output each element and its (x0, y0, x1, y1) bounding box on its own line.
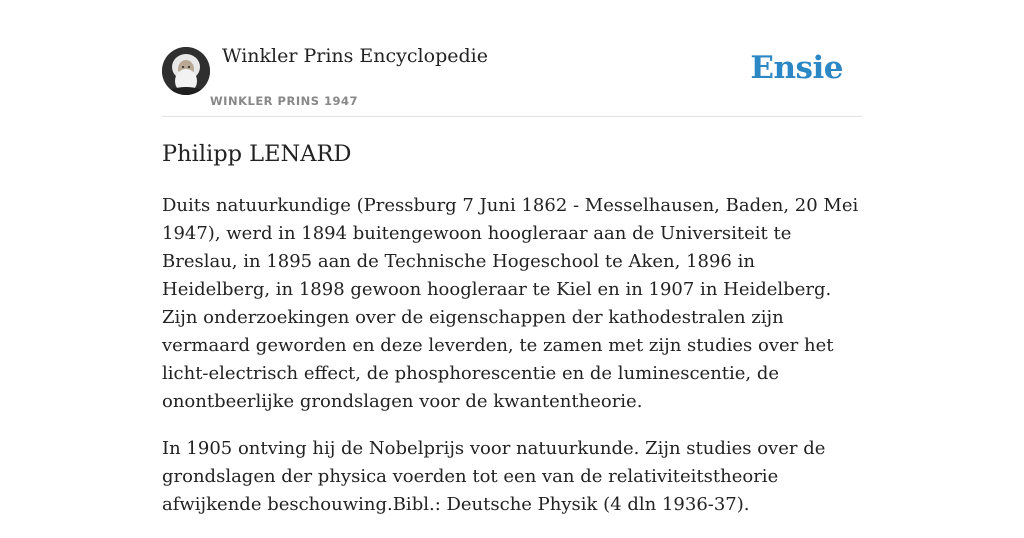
source-header (162, 0, 862, 117)
page-container (162, 0, 862, 515)
article-paragraph: Duits natuurkundige (Pressburg 7 Juni 1862 - Messelhausen, Baden, 20 Mei 1947), werd in 1894 buitengewoon hoogleraar aan de Universiteit te Breslau, in 1895 aan de Technische Hogeschool te Aken, 1896 in Heidelberg, in 1898 gewoon hoogleraar te Kiel en in 1907 in Heidelberg. Zijn onderzoekingen over de eigenschappen der kathodestralen zijn vermaard geworden en deze leverden, te zamen met zijn studies over het licht-electrisch effect, de phosphorescentie en de luminescentie, de onontbeerlijke grondslagen voor de kwantentheorie. (162, 195, 859, 412)
article-title: Philipp LENARD (162, 141, 352, 167)
source-subtitle[interactable]: WINKLER PRINS 1947 (210, 94, 359, 108)
source-title[interactable]: Winkler Prins Encyclopedie (222, 45, 488, 67)
article-body (162, 192, 862, 538)
ensie-logo-link[interactable]: Ensie (750, 50, 843, 86)
article-paragraph: In 1905 ontving hij de Nobelprijs voor natuurkunde. Zijn studies over de grondslagen der physica voerden tot een van de relativiteitstheorie afwijkende beschouwing.Bibl.: Deutsche Physik (4 dln 1936-37). (162, 438, 826, 515)
portrait-avatar-icon[interactable] (162, 47, 210, 95)
